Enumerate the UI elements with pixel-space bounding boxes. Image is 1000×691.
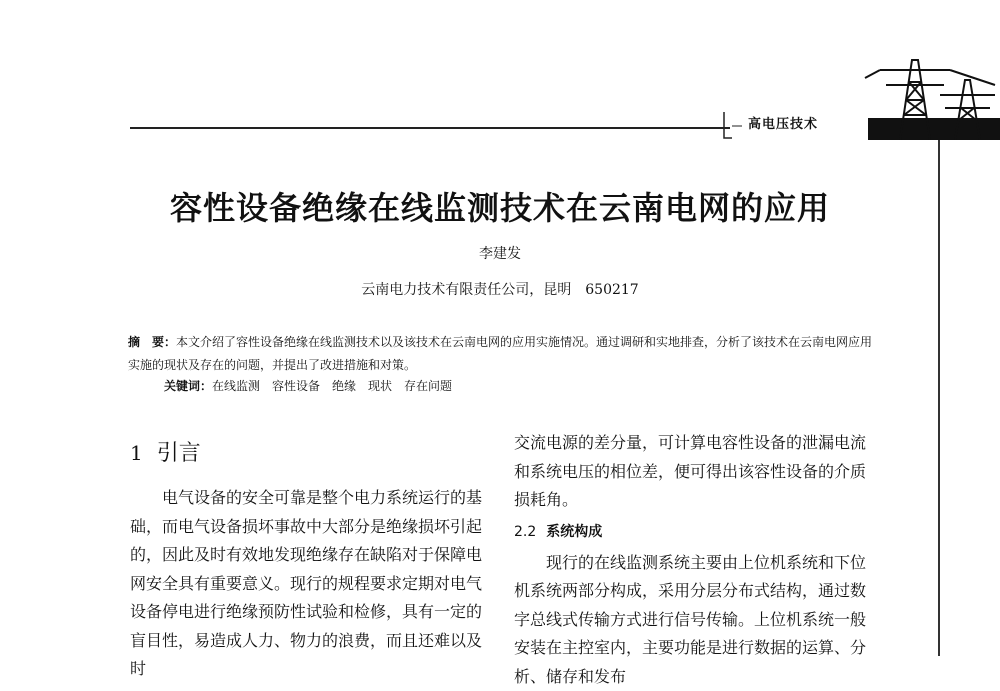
right-column (514, 429, 874, 691)
header-section-label: 高电压技术 (748, 113, 818, 132)
section-number: 1 (130, 441, 143, 465)
keywords-text: 在线监测 容性设备 绝缘 现状 存在问题 (212, 379, 452, 393)
abstract-label: 摘 要： (128, 335, 176, 349)
subsection-heading (514, 515, 874, 549)
subsection-paragraph: 现行的在线监测系统主要由上位机系统和下位机系统两部分构成，采用分层分布式结构，通过数字总线式传输方式进行信号传输。上位机系统一般安装在主控室内，主要功能是进行数据的运算、分析、储存和发布 (514, 549, 874, 691)
section-title: 引言 (157, 441, 201, 466)
section-heading (130, 436, 201, 467)
keywords-label: 关键词： (164, 379, 212, 393)
paper-author: 李建发 (0, 243, 1000, 263)
left-column-paragraph: 电气设备的安全可靠是整个电力系统运行的基础，而电气设备损坏事故中大部分是绝缘损坏引起的，因此及时有效地发现绝缘存在缺陷对于保障电网安全具有重要意义。现行的规程要求定期对电气设备停电进行绝缘预防性试验和检修，具有一定的盲目性，易造成人力、物力的浪费，而且还难以及时 (130, 484, 490, 684)
keywords (164, 377, 452, 394)
paper-title: 容性设备绝缘在线监测技术在云南电网的应用 (0, 183, 1000, 229)
continuation-paragraph: 交流电源的差分量，可计算电容性设备的泄漏电流和系统电压的相位差，便可得出该容性设备的介质损耗角。 (514, 429, 874, 515)
abstract-text: 本文介绍了容性设备绝缘在线监测技术以及该技术在云南电网的应用实施情况。通过调研和实地排查，分析了该技术在云南电网应用实施的现状及存在的问题，并提出了改进措施和对策。 (128, 335, 872, 372)
transmission-tower-icon (860, 40, 1000, 140)
paper-affiliation: 云南电力技术有限责任公司，昆明 650217 (0, 279, 1000, 299)
abstract (128, 331, 876, 377)
subsection-title: 系统构成 (546, 524, 602, 540)
header-rule (130, 127, 730, 129)
subsection-number: 2.2 (514, 524, 536, 540)
